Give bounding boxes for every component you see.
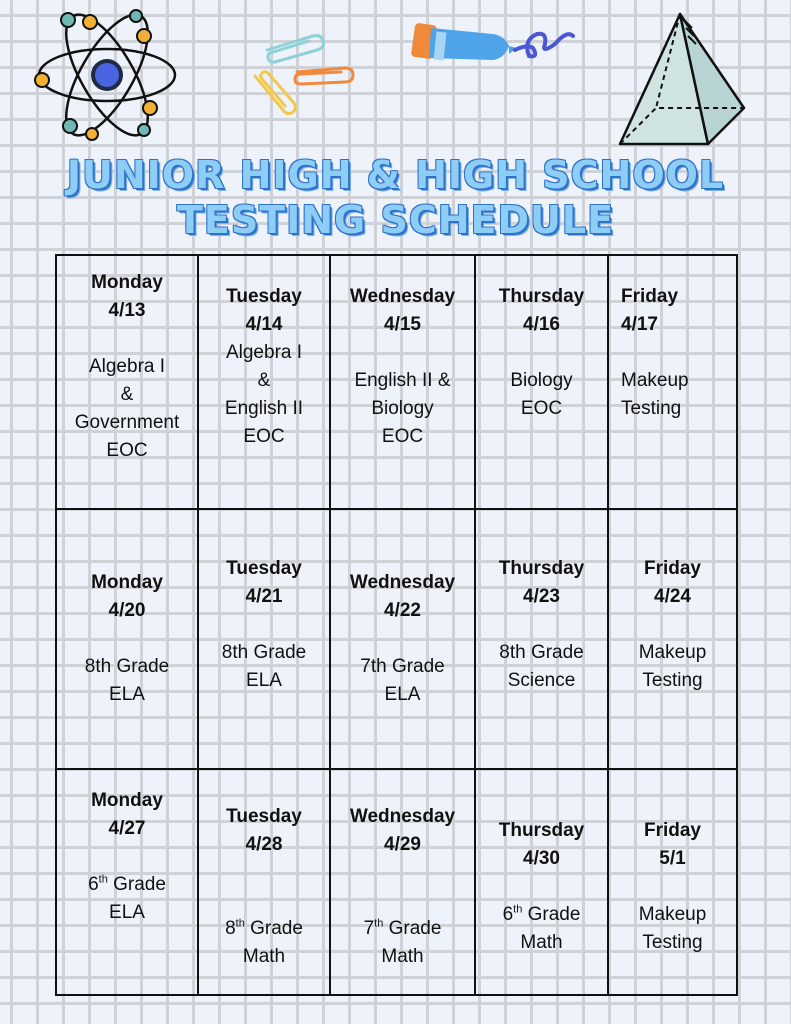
test-line: ELA <box>109 684 145 705</box>
test-line: ELA <box>384 684 421 705</box>
schedule-cell <box>198 769 330 995</box>
test-line: ELA <box>246 670 282 691</box>
test-line: Makeup <box>638 642 707 663</box>
day-name: Friday <box>621 286 679 307</box>
testing-schedule-table <box>55 254 738 996</box>
test-line: ELA <box>109 902 145 923</box>
test-line: Algebra I <box>225 342 303 363</box>
schedule-cell <box>608 509 737 769</box>
day-date: 4/21 <box>245 586 283 607</box>
schedule-cell <box>198 509 330 769</box>
title-line-1: JUNIOR HIGH & HIGH SCHOOL <box>66 153 725 197</box>
day-name: Friday <box>643 820 702 841</box>
pyramid-icon <box>612 8 752 150</box>
test-line: EOC <box>381 426 424 447</box>
day-date: 4/20 <box>108 600 146 621</box>
test-line: 7th Grade <box>363 917 442 939</box>
schedule-cell <box>475 769 608 995</box>
schedule-cell <box>198 255 330 509</box>
day-name: Monday <box>91 272 163 293</box>
test-line: Math <box>242 946 286 967</box>
test-line: Makeup <box>638 904 707 925</box>
test-line: & <box>257 370 271 391</box>
day-date: 4/17 <box>621 314 658 335</box>
day-date: 4/28 <box>245 834 283 855</box>
test-line: 7th Grade <box>360 656 445 677</box>
test-line: & <box>120 384 134 405</box>
schedule-cell <box>608 769 737 995</box>
test-line: EOC <box>243 426 285 447</box>
schedule-cell <box>56 255 198 509</box>
day-date: 4/30 <box>523 848 560 869</box>
test-line: EOC <box>520 398 563 419</box>
day-name: Thursday <box>498 286 585 307</box>
test-line: 8th Grade <box>84 656 170 677</box>
test-line: Makeup <box>621 370 689 391</box>
schedule-cell <box>475 509 608 769</box>
day-date: 4/14 <box>245 314 283 335</box>
atom-icon <box>32 8 182 143</box>
day-date: 4/16 <box>523 314 560 335</box>
day-name: Friday <box>643 558 702 579</box>
day-date: 4/29 <box>384 834 421 855</box>
day-date: 5/1 <box>659 848 686 869</box>
day-name: Tuesday <box>226 558 302 579</box>
test-line: 8th Grade <box>499 642 584 663</box>
day-name: Tuesday <box>226 286 302 307</box>
test-line: Testing <box>642 670 703 691</box>
schedule-cell <box>330 509 475 769</box>
test-line: Government <box>74 412 180 433</box>
test-line: English II & <box>354 370 451 391</box>
schedule-cell <box>608 255 737 509</box>
schedule-cell <box>56 769 198 995</box>
test-line: Testing <box>621 398 682 419</box>
week-row <box>56 255 737 509</box>
test-line: Algebra I <box>88 356 166 377</box>
day-name: Wednesday <box>349 286 456 307</box>
title-line-2: TESTING SCHEDULE <box>176 198 615 242</box>
day-name: Thursday <box>498 820 585 841</box>
paperclips-icon <box>245 28 355 120</box>
day-date: 4/27 <box>108 818 146 839</box>
day-name: Thursday <box>498 558 585 579</box>
test-line: Testing <box>642 932 703 953</box>
day-name: Tuesday <box>226 806 302 827</box>
schedule-cell <box>475 255 608 509</box>
day-name: Wednesday <box>349 572 456 593</box>
marker-pen-icon <box>405 18 585 78</box>
test-line: 6th Grade <box>502 903 581 925</box>
week-row <box>56 509 737 769</box>
week-row <box>56 769 737 995</box>
test-line: 6th Grade <box>88 873 166 895</box>
day-name: Monday <box>91 572 163 593</box>
day-name: Monday <box>91 790 163 811</box>
day-date: 4/23 <box>523 586 560 607</box>
day-date: 4/15 <box>384 314 421 335</box>
day-date: 4/13 <box>108 300 146 321</box>
test-line: Biology <box>510 370 573 391</box>
test-line: 8th Grade <box>221 642 307 663</box>
test-line: EOC <box>106 440 148 461</box>
day-date: 4/22 <box>384 600 421 621</box>
test-line: Math <box>381 946 424 967</box>
test-line: Math <box>520 932 563 953</box>
schedule-cell <box>330 255 475 509</box>
test-line: 8th Grade <box>225 917 303 939</box>
day-name: Wednesday <box>349 806 456 827</box>
test-line: English II <box>224 398 304 419</box>
day-date: 4/24 <box>654 586 691 607</box>
test-line: Science <box>507 670 576 691</box>
test-line: Biology <box>371 398 434 419</box>
schedule-cell <box>56 509 198 769</box>
schedule-cell <box>330 769 475 995</box>
